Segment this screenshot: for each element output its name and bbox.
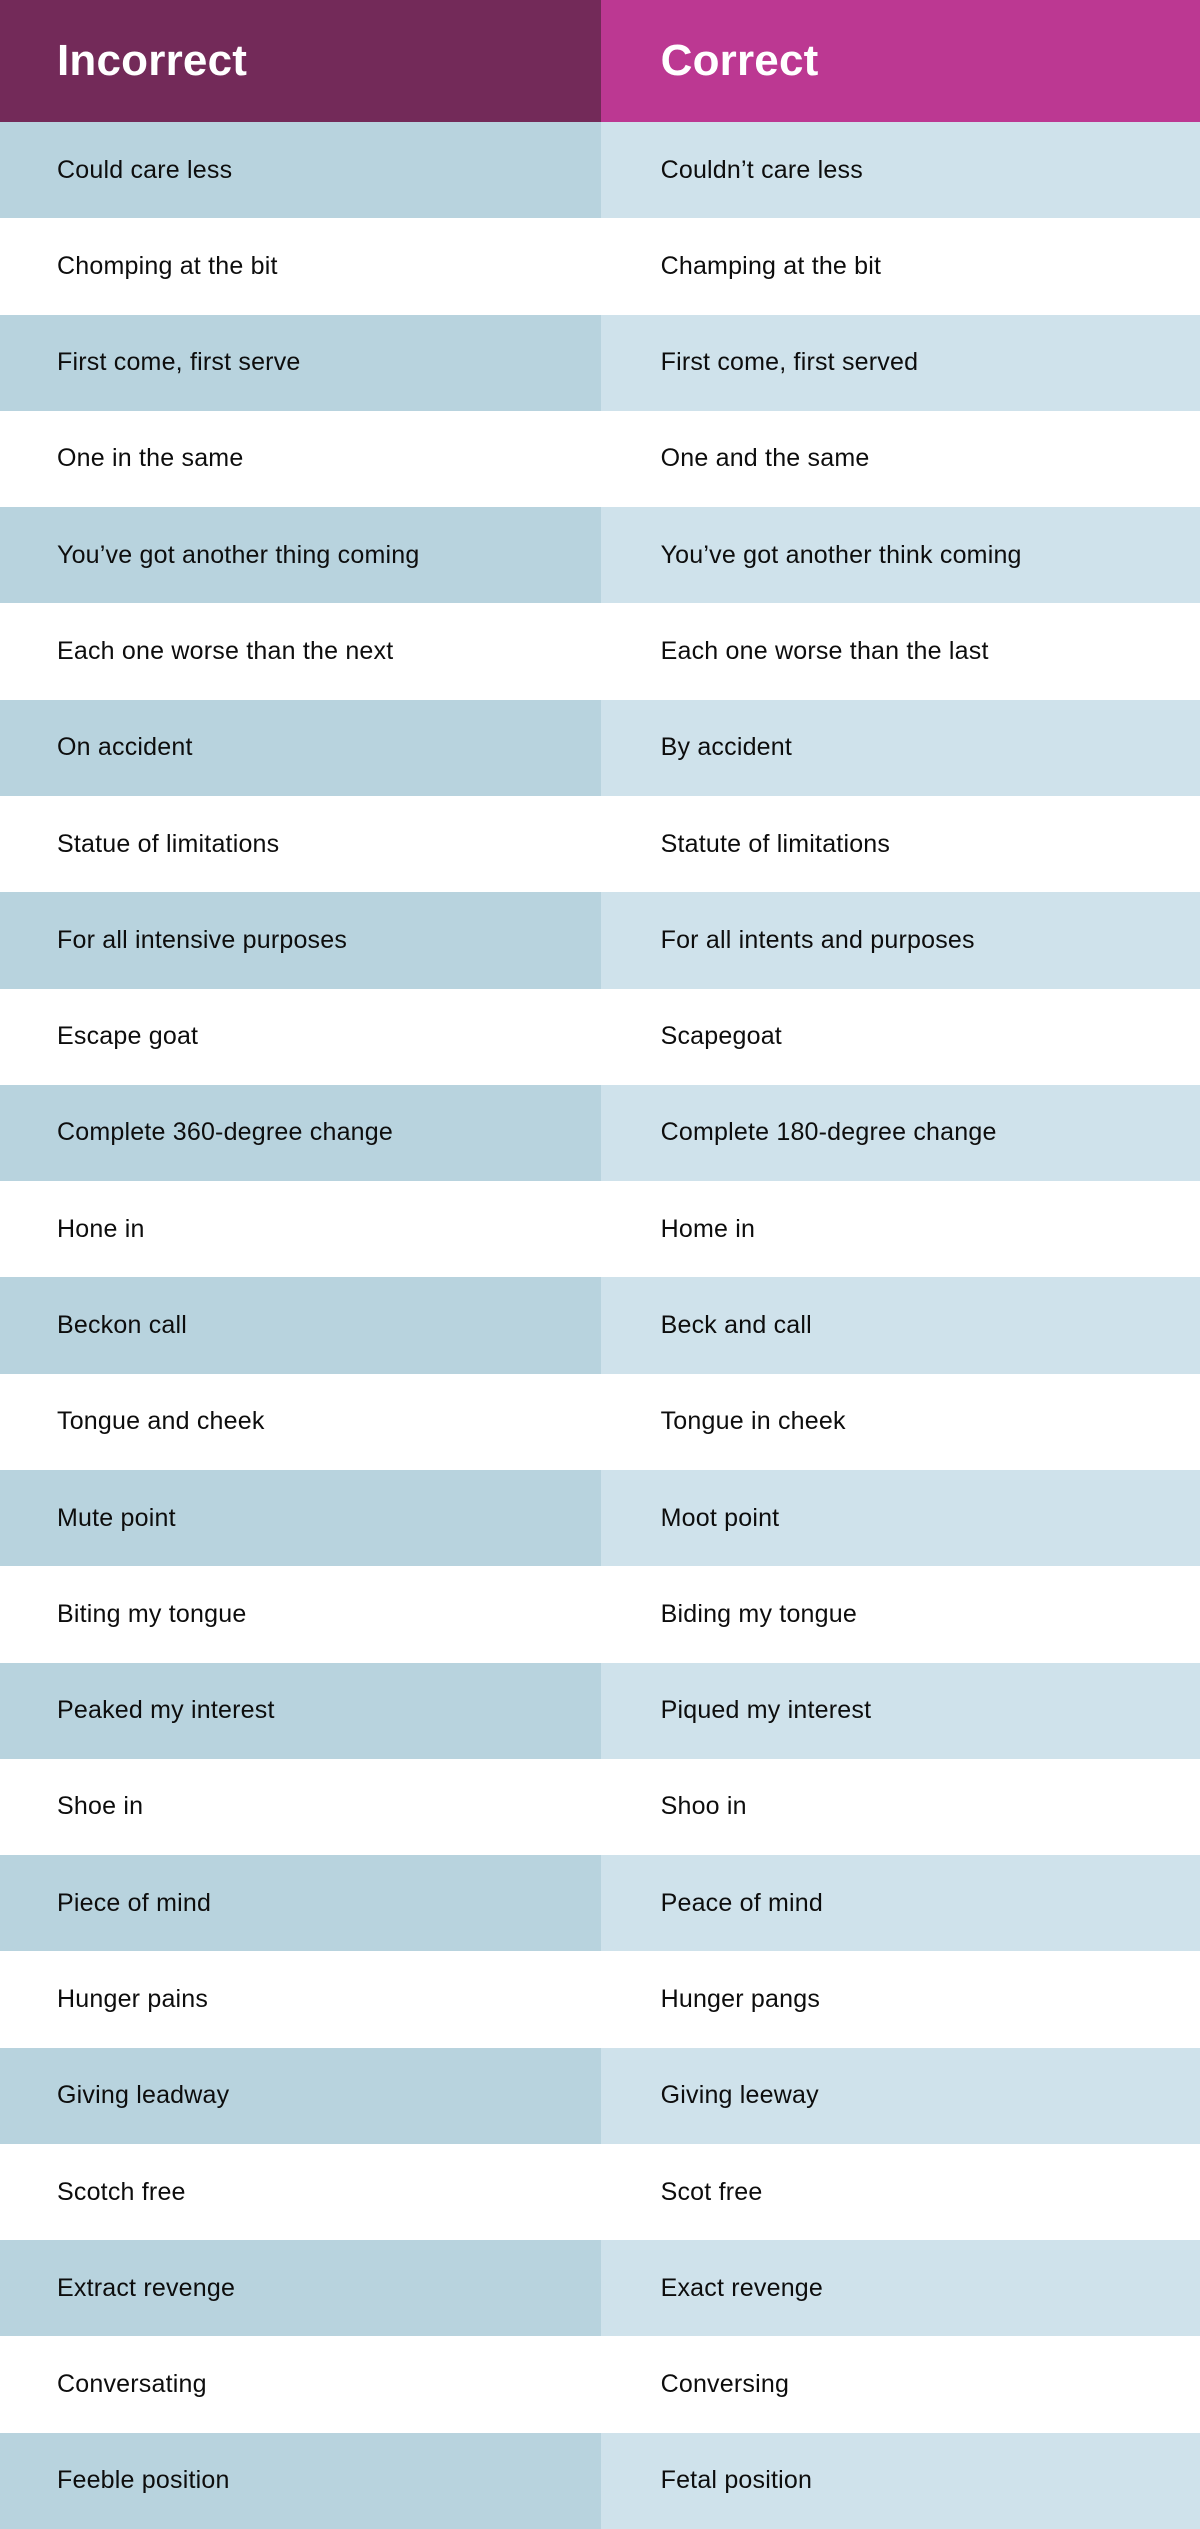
incorrect-cell: Chomping at the bit: [57, 251, 278, 280]
table-row: [0, 1759, 1200, 1855]
correct-cell: Conversing: [660, 2370, 790, 2399]
correct-cell: Tongue in cheek: [660, 1407, 846, 1436]
table-row: [0, 507, 1200, 603]
incorrect-cell: Piece of mind: [0, 1855, 601, 1951]
correct-cell: For all intents and purposes: [601, 892, 1200, 988]
table-header-row: [0, 0, 1200, 122]
incorrect-cell: Scotch free: [57, 2177, 186, 2206]
incorrect-cell: Hone in: [57, 1214, 145, 1243]
table-row: [0, 122, 1200, 218]
correct-cell: You’ve got another think coming: [601, 507, 1200, 603]
table-row: [0, 1277, 1200, 1373]
incorrect-cell: Statue of limitations: [57, 829, 280, 858]
table-row: [0, 1566, 1200, 1662]
correct-cell: By accident: [601, 700, 1200, 796]
incorrect-cell: One in the same: [57, 444, 244, 473]
correct-cell: Each one worse than the last: [660, 637, 989, 666]
incorrect-cell: First come, first serve: [0, 315, 601, 411]
incorrect-cell: Complete 360-degree change: [0, 1085, 601, 1181]
header-cell-correct: Correct: [601, 0, 1200, 122]
table-row: [0, 796, 1200, 892]
table-row: [0, 603, 1200, 699]
table-row: [0, 411, 1200, 507]
correct-cell: Hunger pangs: [660, 1984, 821, 2013]
table-row: [0, 315, 1200, 411]
table-row: [0, 1181, 1200, 1277]
table-row: [0, 2336, 1200, 2432]
correct-cell: First come, first served: [601, 315, 1200, 411]
incorrect-cell: You’ve got another thing coming: [0, 507, 601, 603]
correct-cell: Biding my tongue: [660, 1599, 857, 1628]
incorrect-cell: Could care less: [0, 122, 601, 218]
table-row: [0, 1663, 1200, 1759]
table-row: [0, 700, 1200, 796]
incorrect-cell: Peaked my interest: [0, 1663, 601, 1759]
table-row: [0, 1951, 1200, 2047]
table-row: [0, 2240, 1200, 2336]
correct-cell: One and the same: [660, 444, 870, 473]
correct-cell: Giving leeway: [601, 2048, 1200, 2144]
correct-cell: Couldn’t care less: [601, 122, 1200, 218]
table-row: [0, 2048, 1200, 2144]
table-row: [0, 218, 1200, 314]
correct-cell: Scot free: [660, 2177, 763, 2206]
table-row: [0, 1085, 1200, 1181]
correct-cell: Scapegoat: [660, 1022, 782, 1051]
correct-cell: Beck and call: [601, 1277, 1200, 1373]
incorrect-cell: Extract revenge: [0, 2240, 601, 2336]
incorrect-cell: Mute point: [0, 1470, 601, 1566]
table-row: [0, 989, 1200, 1085]
header-cell-incorrect: Incorrect: [0, 0, 601, 122]
correct-cell: Complete 180-degree change: [601, 1085, 1200, 1181]
table-row: [0, 2144, 1200, 2240]
correct-cell: Piqued my interest: [601, 1663, 1200, 1759]
incorrect-cell: Hunger pains: [57, 1984, 209, 2013]
incorrect-cell: Giving leadway: [0, 2048, 601, 2144]
incorrect-cell: On accident: [0, 700, 601, 796]
incorrect-cell: Beckon call: [0, 1277, 601, 1373]
correct-cell: Shoo in: [660, 1792, 747, 1821]
correct-cell: Exact revenge: [601, 2240, 1200, 2336]
correct-cell: Statute of limitations: [660, 829, 891, 858]
incorrect-cell: Biting my tongue: [57, 1599, 247, 1628]
incorrect-cell: Tongue and cheek: [57, 1407, 265, 1436]
incorrect-cell: For all intensive purposes: [0, 892, 601, 988]
incorrect-cell: Escape goat: [57, 1022, 199, 1051]
incorrect-cell: Conversating: [57, 2370, 207, 2399]
table-row: [0, 1470, 1200, 1566]
incorrect-cell: Each one worse than the next: [57, 637, 394, 666]
incorrect-cell: Feeble position: [0, 2433, 601, 2529]
table-row: [0, 1855, 1200, 1951]
table-row: [0, 2433, 1200, 2529]
incorrect-cell: Shoe in: [57, 1792, 144, 1821]
correct-cell: Moot point: [601, 1470, 1200, 1566]
correct-cell: Fetal position: [601, 2433, 1200, 2529]
correct-cell: Champing at the bit: [660, 251, 882, 280]
table-row: [0, 892, 1200, 988]
correct-cell: Peace of mind: [601, 1855, 1200, 1951]
correct-cell: Home in: [660, 1214, 756, 1243]
table-row: [0, 1374, 1200, 1470]
